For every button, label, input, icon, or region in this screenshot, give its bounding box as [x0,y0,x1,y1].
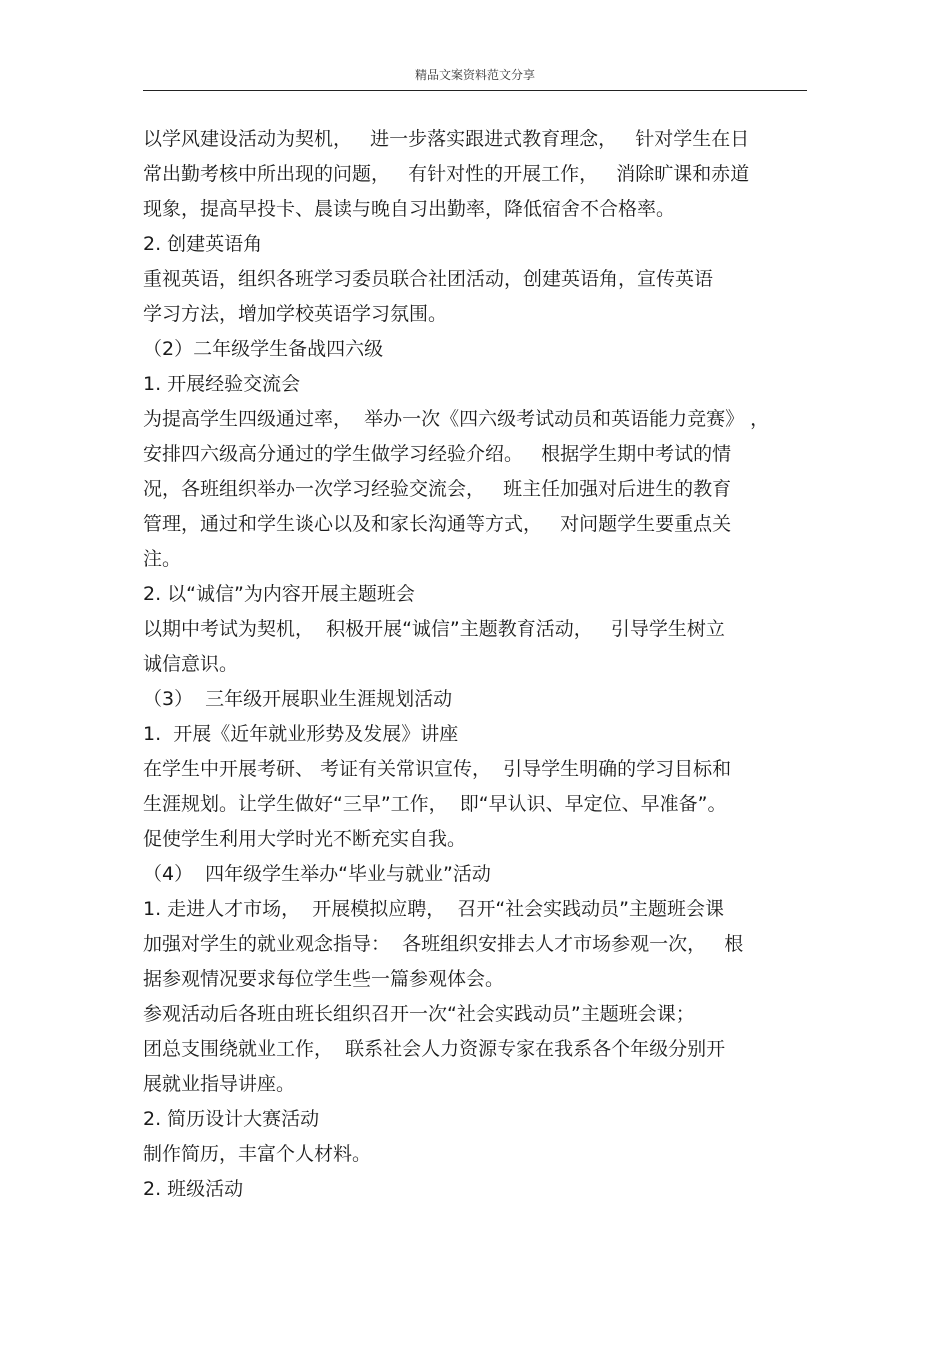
text-line: 生涯规划。让学生做好“三早”工作， 即“早认识、早定位、早准备”。 [143,793,727,815]
text-line: 展就业指导讲座。 [143,1073,296,1095]
text-line: 现象，提高早投卡、晨读与晚自习出勤率，降低宿舍不合格率。 [143,198,676,220]
text-line: 2. 班级活动 [143,1178,244,1200]
text-line: 团总支围绕就业工作， 联系社会人力资源专家在我系各个年级分别开 [143,1038,726,1060]
text-line: 以学风建设活动为契机， 进一步落实跟进式教育理念， 针对学生在日 [143,128,750,150]
text-line: 常出勤考核中所出现的问题， 有针对性的开展工作， 消除旷课和赤道 [143,163,750,185]
text-line: 2. 创建英语角 [143,233,263,255]
page-header: 精品文案资料范文分享 [414,68,535,82]
header-divider [143,90,807,91]
text-line: 学习方法，增加学校英语学习氛围。 [143,303,448,325]
text-line: （4） 四年级学生举办“毕业与就业”活动 [143,863,491,885]
text-line: 以期中考试为契机， 积极开展“诚信”主题教育活动， 引导学生树立 [143,618,725,640]
text-line: 诚信意识。 [143,653,239,675]
text-line: 为提高学生四级通过率， 举办一次《四六级考试动员和英语能力竞赛》 ， [143,408,770,430]
document-body [143,122,818,1207]
text-line: 1. 开展经验交流会 [143,373,301,395]
text-line: 安排四六级高分通过的学生做学习经验介绍。 根据学生期中考试的情 [143,443,732,465]
text-line: （3） 三年级开展职业生涯规划活动 [143,688,453,710]
text-line: 制作简历，丰富个人材料。 [143,1143,372,1165]
text-line: 在学生中开展考研、 考证有关常识宣传， 引导学生明确的学习目标和 [143,758,732,780]
text-line: 1. 走进人才市场， 开展模拟应聘， 召开“社会实践动员”主题班会课 [143,898,725,920]
text-line: 据参观情况要求每位学生些一篇参观体会。 [143,968,505,990]
text-line: 管理，通过和学生谈心以及和家长沟通等方式， 对问题学生要重点关 [143,513,732,535]
text-line: （2）二年级学生备战四六级 [143,338,384,360]
text-line: 1. 开展《近年就业形势及发展》讲座 [143,723,459,745]
text-line: 2. 以“诚信”为内容开展主题班会 [143,583,415,605]
text-line: 2. 简历设计大赛活动 [143,1108,320,1130]
text-line: 重视英语，组织各班学习委员联合社团活动，创建英语角，宣传英语 [143,268,714,290]
text-line: 况，各班组织举办一次学习经验交流会， 班主任加强对后进生的教育 [143,478,732,500]
text-line: 注。 [143,548,182,570]
text-line: 加强对学生的就业观念指导： 各班组织安排去人才市场参观一次， 根 [143,933,744,955]
text-line: 参观活动后各班由班长组织召开一次“社会实践动员”主题班会课； [143,1003,695,1025]
text-line: 促使学生利用大学时光不断充实自我。 [143,828,467,850]
